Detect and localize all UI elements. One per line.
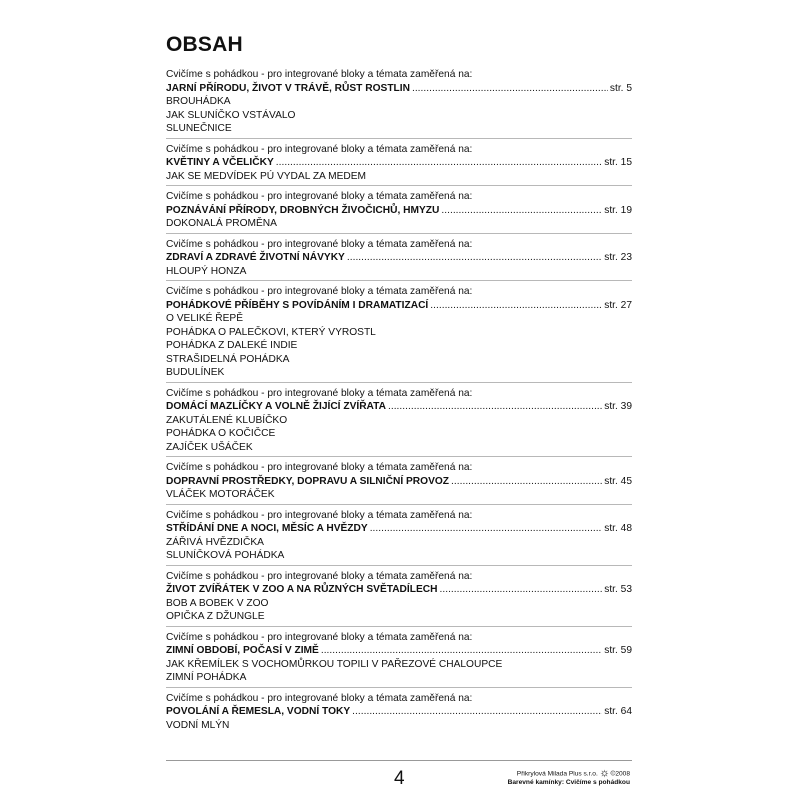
dot-leader [321,644,602,658]
section-intro: Cvičíme s pohádkou - pro integrované bloky a témata zaměřená na: [166,387,473,399]
page-reference: str. 45 [604,475,632,487]
toc-entry [166,583,632,597]
book-title: Barevné kamínky: Cvičíme s pohádkou [507,779,630,787]
section-topic: JARNÍ PŘÍRODU, ŽIVOT V TRÁVĚ, RŮST ROSTLIN [166,82,410,94]
page-reference: str. 59 [604,645,632,656]
story-title: BUDULÍNEK [166,367,225,378]
publisher-logo-icon [600,769,609,778]
section-intro: Cvičíme s pohádkou - pro integrované bloky a témata zaměřená na: [166,69,473,80]
story-title: O VELIKÉ ŘEPĚ [166,313,244,324]
page-reference: str. 23 [604,252,632,263]
section-intro: Cvičíme s pohádkou - pro integrované bloky a témata zaměřená na: [166,286,473,297]
section-intro: Cvičíme s pohádkou - pro integrované bloky a témata zaměřená na: [166,692,473,704]
footer-credits [508,769,630,787]
toc-section [166,461,632,505]
story-title: POHÁDKA O KOČIČCE [166,428,276,439]
section-topic: POZNÁVÁNÍ PŘÍRODY, DROBNÝCH ŽIVOČICHŮ, HMYZU [166,204,440,216]
story-title: ZAKUTÁLENÉ KLUBÍČKO [166,414,288,426]
section-topic: POVOLÁNÍ A ŘEMESLA, VODNÍ TOKY [166,706,351,717]
toc-section [166,387,632,458]
section-topic: KVĚTINY A VČELIČKY [166,157,274,168]
dot-leader [347,251,602,265]
section-intro: Cvičíme s pohádkou - pro integrované bloky a témata zaměřená na: [166,143,473,155]
dot-leader [352,705,602,719]
story-title: POHÁDKA O PALEČKOVI, KTERÝ VYROSTL [166,326,376,338]
story-title: VLÁČEK MOTORÁČEK [166,489,275,500]
story-title: SLUNÍČKOVÁ POHÁDKA [166,550,285,561]
page-reference: str. 19 [604,204,632,216]
section-topic: DOMÁCÍ MAZLÍČKY A VOLNĚ ŽIJÍCÍ ZVÍŘATA [166,401,386,412]
dot-leader [412,82,608,96]
dot-leader [388,400,602,414]
toc-entry [166,400,632,414]
toc-section [166,631,632,688]
section-intro: Cvičíme s pohádkou - pro integrované bloky a témata zaměřená na: [166,462,473,473]
toc-entry [166,705,632,719]
toc-section [166,509,632,566]
dot-leader [441,204,602,218]
footer-divider [166,760,632,761]
story-title: BROUHÁDKA [166,96,231,107]
page-number: 4 [394,768,405,789]
toc-entry [166,204,632,218]
toc-entry [166,251,632,265]
page-reference: str. 27 [604,299,632,311]
dot-leader [276,156,603,170]
dot-leader [430,299,602,313]
story-title: OPIČKA Z DŽUNGLE [166,611,265,622]
page-reference: str. 15 [604,157,632,168]
publisher-name: Přikrylová Milada Plus s.r.o. [516,770,598,778]
page-title: OBSAH [166,33,243,56]
story-title: STRAŠIDELNÁ POHÁDKA [166,353,290,365]
section-intro: Cvičíme s pohádkou - pro integrované bloky a témata zaměřená na: [166,509,473,521]
toc-entry [166,156,632,170]
story-title: ZÁŘIVÁ HVĚZDIČKA [166,536,264,548]
toc-section [166,143,632,187]
toc-section [166,570,632,627]
section-intro: Cvičíme s pohádkou - pro integrované bloky a témata zaměřená na: [166,631,473,643]
table-of-contents [166,68,632,738]
story-title: BOB A BOBEK V ZOO [166,597,269,609]
section-topic: POHÁDKOVÉ PŘÍBĚHY S POVÍDÁNÍM I DRAMATIZACÍ [166,299,429,311]
toc-entry [166,299,632,313]
toc-entry [166,522,632,536]
toc-entry [166,475,632,489]
copyright: ©2008 [610,770,630,778]
page-reference: str. 64 [604,706,632,717]
dot-leader [370,522,603,536]
toc-section [166,692,632,735]
section-intro: Cvičíme s pohádkou - pro integrované bloky a témata zaměřená na: [166,570,473,582]
story-title: JAK SLUNÍČKO VSTÁVALO [166,109,296,121]
story-title: VODNÍ MLÝN [166,719,230,731]
story-title: POHÁDKA Z DALEKÉ INDIE [166,340,298,351]
section-topic: ZDRAVÍ A ZDRAVÉ ŽIVOTNÍ NÁVYKY [166,252,345,263]
section-topic: ZIMNÍ OBDOBÍ, POČASÍ V ZIMĚ [166,645,319,656]
toc-section [166,238,632,282]
section-topic: DOPRAVNÍ PROSTŘEDKY, DOPRAVU A SILNIČNÍ PROVOZ [166,475,450,487]
story-title: ZAJÍČEK UŠÁČEK [166,441,253,453]
story-title: SLUNEČNICE [166,123,232,134]
story-title: HLOUPÝ HONZA [166,265,247,277]
toc-entry [166,82,632,96]
story-title: JAK KŘEMÍLEK S VOCHOMŮRKOU TOPILI V PAŘEZOVÉ CHALOUPCE [166,658,503,670]
story-title: JAK SE MEDVÍDEK PÚ VYDAL ZA MEDEM [166,170,367,182]
page-reference: str. 5 [609,82,632,94]
page-reference: str. 39 [604,401,632,412]
toc-section [166,285,632,383]
toc-section [166,68,632,139]
section-topic: STŘÍDÁNÍ DNE A NOCI, MĚSÍC A HVĚZDY [166,523,368,534]
toc-section [166,190,632,234]
dot-leader [451,475,602,489]
section-topic: ŽIVOT ZVÍŘÁTEK V ZOO A NA RŮZNÝCH SVĚTADÍLECH [166,584,438,595]
page-reference: str. 53 [604,584,632,595]
section-intro: Cvičíme s pohádkou - pro integrované bloky a témata zaměřená na: [166,238,473,250]
story-title: ZIMNÍ POHÁDKA [166,672,247,683]
section-intro: Cvičíme s pohádkou - pro integrované bloky a témata zaměřená na: [166,191,473,202]
dot-leader [439,583,602,597]
story-title: DOKONALÁ PROMĚNA [166,218,277,229]
page-reference: str. 48 [604,523,632,534]
toc-entry [166,644,632,658]
